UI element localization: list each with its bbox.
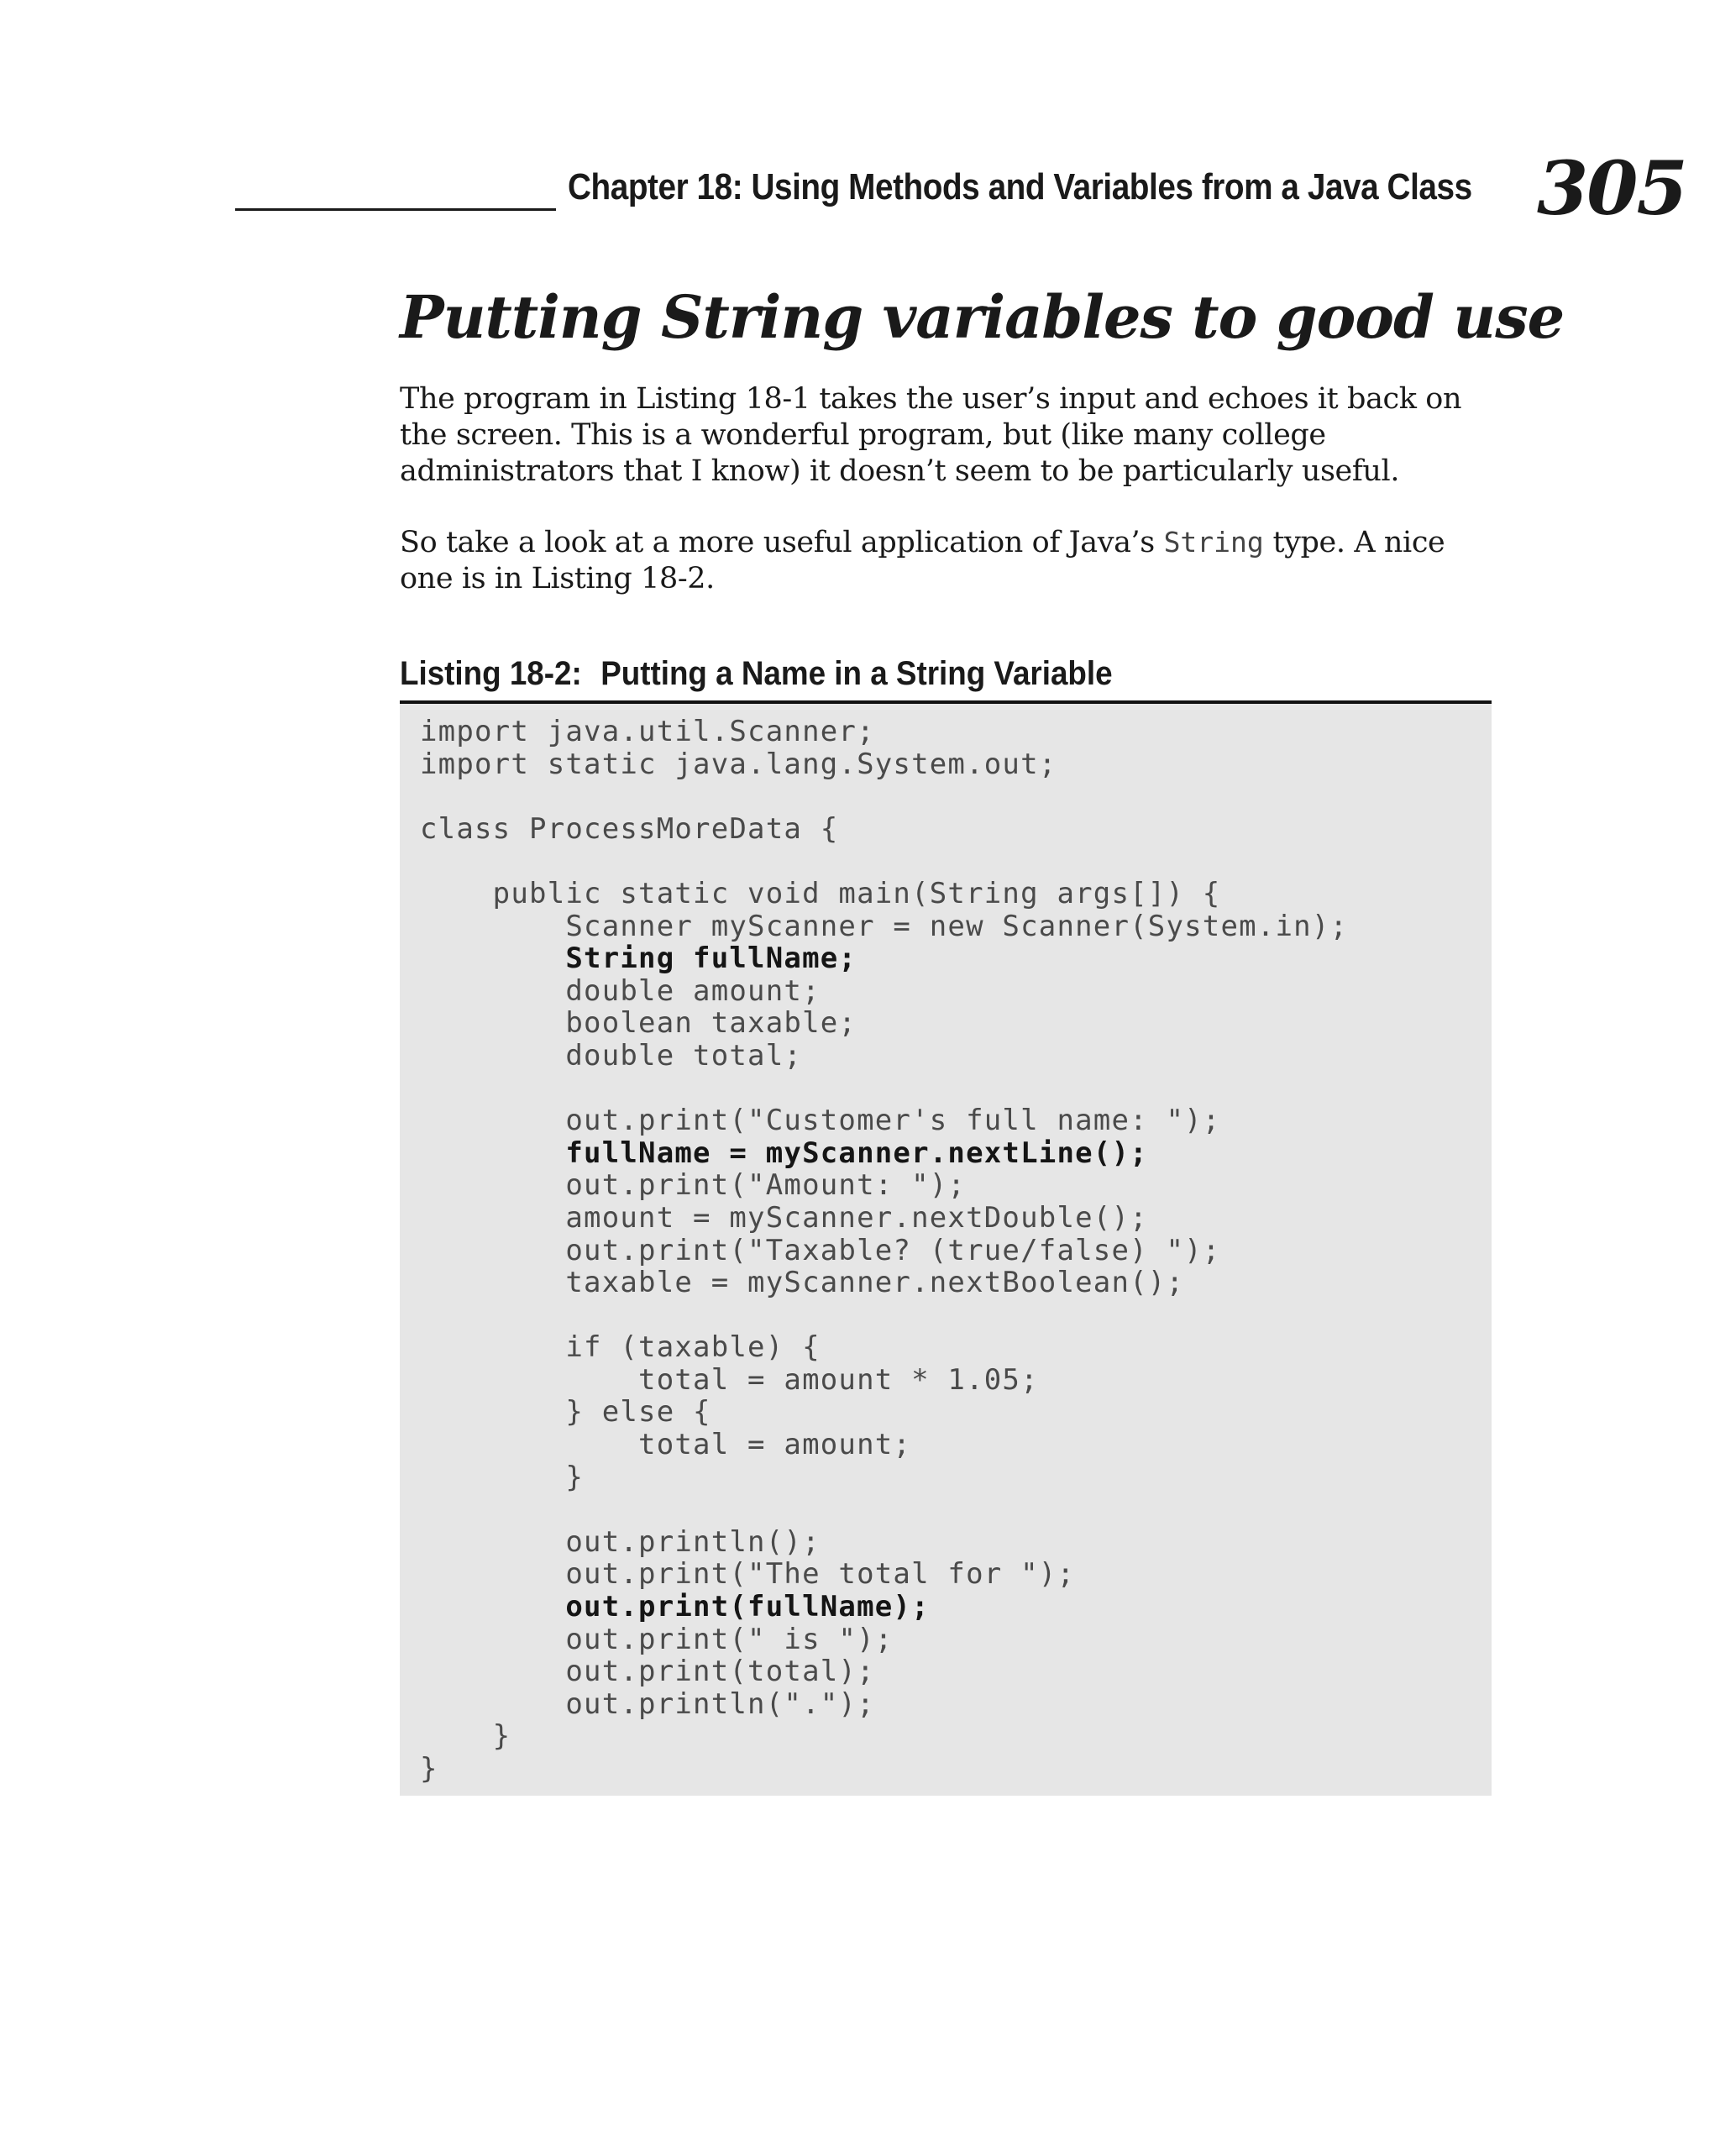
code-line: out.println(); [420, 1524, 821, 1559]
code-lines [420, 716, 1348, 1786]
code-line: fullName = myScanner.nextLine(); [420, 1136, 1148, 1170]
code-line: out.print("Customer's full name: "); [420, 1104, 1221, 1138]
code-line: } [420, 1752, 438, 1786]
listing-number: Listing 18-2: [400, 655, 582, 692]
code-line [420, 1073, 1348, 1105]
code-line: out.println("."); [420, 1687, 875, 1721]
paragraph-intro: The program in Listing 18-1 takes the user’s input and echoes it back on the screen. This is a wonderful program, but (like many college administrators that I know) it doesn’t seem to be particularly useful. [400, 382, 1462, 488]
header-rule [235, 208, 556, 211]
code-line: out.print("Amount: "); [420, 1168, 967, 1203]
code-line: total = amount; [420, 1428, 912, 1462]
inline-code-string: String [1163, 526, 1264, 559]
code-line: } [420, 1460, 585, 1494]
code-line: amount = myScanner.nextDouble(); [420, 1200, 1148, 1235]
code-line: out.print("The total for "); [420, 1557, 1076, 1592]
code-line: import static java.lang.System.out; [420, 747, 1057, 781]
code-line: Scanner myScanner = new Scanner(System.in); [420, 909, 1349, 943]
code-line: out.print(fullName); [420, 1590, 930, 1624]
code-listing [400, 704, 1492, 1796]
code-line: out.print("Taxable? (true/false) "); [420, 1233, 1221, 1267]
code-line: out.print(" is "); [420, 1622, 894, 1656]
running-head: Chapter 18: Using Methods and Variables from a Java Class [568, 166, 1472, 207]
code-line: class ProcessMoreData { [420, 811, 839, 846]
code-line: if (taxable) { [420, 1330, 821, 1365]
code-line [420, 1299, 1348, 1332]
listing-caption [400, 655, 1113, 693]
code-line: } [420, 1719, 511, 1754]
page-number: 305 [1537, 144, 1686, 232]
code-line [420, 1493, 1348, 1526]
code-line: out.print(total); [420, 1655, 875, 1689]
paragraph-string-type [400, 524, 1500, 597]
section-heading: Putting String variables to good use [400, 282, 1565, 352]
code-line: double amount; [420, 973, 821, 1008]
code-line: boolean taxable; [420, 1006, 857, 1041]
code-line: total = amount * 1.05; [420, 1362, 1039, 1397]
paragraph-text-after-code: type. A nice one is in Listing 18-2. [400, 526, 1445, 595]
code-line: String fullName; [420, 942, 857, 976]
code-line [420, 845, 1348, 878]
code-line: taxable = myScanner.nextBoolean(); [420, 1266, 1185, 1300]
paragraph-text-before-code: So take a look at a more useful application of Java’s [400, 526, 1164, 559]
code-line: public static void main(String args[]) { [420, 876, 1221, 910]
code-line: double total; [420, 1038, 803, 1073]
code-line: import java.util.Scanner; [420, 715, 875, 748]
code-line [420, 780, 1348, 813]
listing-title: Putting a Name in a String Variable [600, 655, 1113, 692]
code-line: } else { [420, 1395, 711, 1429]
